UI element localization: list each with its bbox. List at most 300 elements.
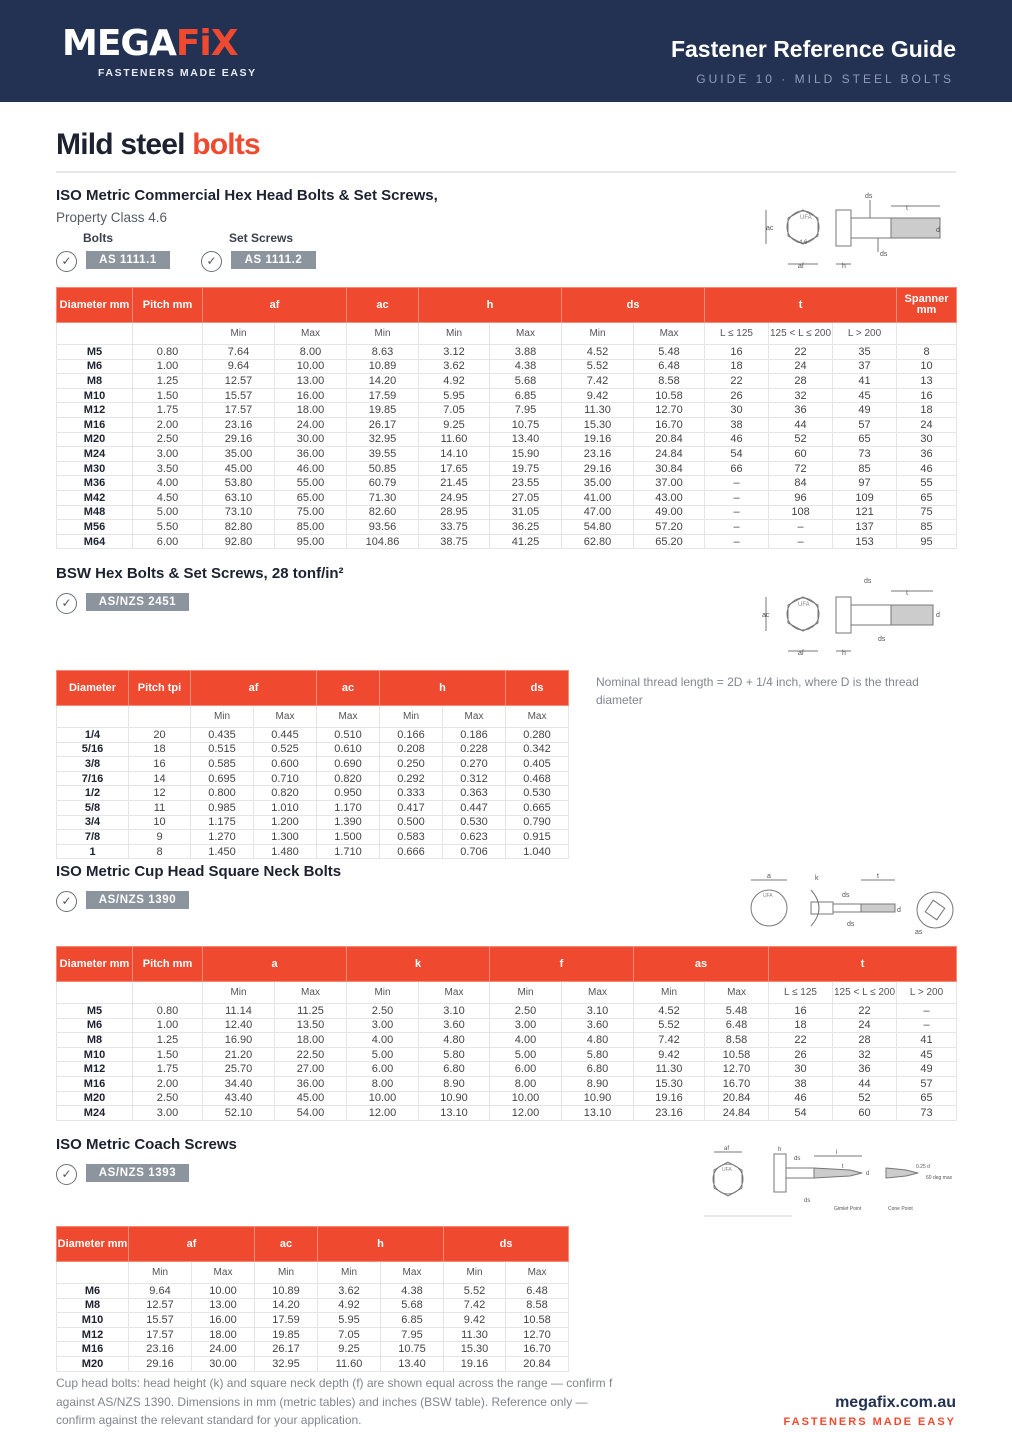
table-cell: 3/4	[57, 815, 129, 830]
table-cell: M8	[57, 1033, 133, 1048]
page-title-accent: bolts	[192, 128, 260, 161]
col-header: h	[419, 288, 562, 323]
ds-dim-label: ds	[880, 251, 888, 258]
table-cell: 5.80	[562, 1047, 634, 1062]
table-cell: 0.342	[506, 742, 569, 757]
table-cell: 55.00	[275, 476, 347, 491]
table-cell: 62.80	[562, 534, 634, 549]
table-row	[57, 844, 569, 859]
table-row	[57, 1033, 957, 1048]
table-cell: 7.64	[203, 345, 275, 360]
table-cell: 5.68	[490, 374, 562, 389]
subheader-row	[57, 706, 569, 728]
table-cell: 10.58	[705, 1047, 769, 1062]
h-dim-label: h	[778, 1147, 782, 1153]
table-cell: –	[705, 520, 769, 535]
table-cell: 97	[833, 476, 897, 491]
table-cell: 36	[769, 403, 833, 418]
megafix-logo	[62, 24, 238, 64]
table-cell: 0.228	[443, 742, 506, 757]
table-cell: 7/16	[57, 771, 129, 786]
table-cell: 65.20	[634, 534, 705, 549]
table-row	[57, 1313, 569, 1328]
table-cell: 45	[897, 1047, 957, 1062]
table-cell: 0.915	[506, 830, 569, 845]
table-cell: 20	[129, 728, 191, 743]
table-row	[57, 815, 569, 830]
table-cell: M5	[57, 345, 133, 360]
table-cell: 109	[833, 490, 897, 505]
table-cell: 10.00	[490, 1091, 562, 1106]
table-row	[57, 1062, 957, 1077]
table-cell: 3.62	[318, 1284, 381, 1299]
table-cell: 24	[897, 417, 957, 432]
coach-screws-table	[56, 1226, 569, 1372]
col-header: h	[318, 1227, 444, 1262]
table-cell: 0.510	[317, 728, 380, 743]
table-cell: 3.12	[419, 345, 490, 360]
table-cell: 10.89	[347, 359, 419, 374]
subheader-cell	[57, 1262, 129, 1284]
table-cell: 38	[705, 417, 769, 432]
table-cell: 11	[129, 800, 191, 815]
table-cell: 16	[129, 757, 191, 772]
table-cell: 11.30	[562, 403, 634, 418]
table-row	[57, 359, 957, 374]
cup-head-table-body	[57, 982, 957, 1121]
subheader-cell: Min	[318, 1262, 381, 1284]
table-cell: 18.00	[192, 1327, 255, 1342]
table-cell: 30	[769, 1062, 833, 1077]
standard-badge-coach-screws: AS/NZS 1393	[86, 1164, 189, 1182]
table-cell: 0.623	[443, 830, 506, 845]
table-cell: 2.00	[133, 417, 203, 432]
table-cell: 11.60	[318, 1356, 381, 1371]
table-row	[57, 432, 957, 447]
table-cell: 0.280	[506, 728, 569, 743]
table-cell: 10.75	[381, 1342, 444, 1357]
table-cell: 54	[705, 447, 769, 462]
table-cell: 29.16	[562, 461, 634, 476]
table-cell: 6.48	[705, 1018, 769, 1033]
table-cell: 3.00	[347, 1018, 419, 1033]
subheader-cell: L ≤ 125	[769, 982, 833, 1004]
table-cell: 13.50	[275, 1018, 347, 1033]
table-cell: 5.68	[381, 1298, 444, 1313]
table-cell: 4.00	[133, 476, 203, 491]
table-cell: 15.30	[562, 417, 634, 432]
table-cell: 47.00	[562, 505, 634, 520]
table-cell: M8	[57, 374, 133, 389]
table-row	[57, 388, 957, 403]
table-cell: M12	[57, 403, 133, 418]
table-cell: 0.583	[380, 830, 443, 845]
table-cell: 0.710	[254, 771, 317, 786]
table-row	[57, 1076, 957, 1091]
table-cell: 52	[769, 432, 833, 447]
table-cell: 45	[833, 388, 897, 403]
table-cell: 20.84	[506, 1356, 569, 1371]
cone-point-label: Cone Point	[888, 1206, 913, 1212]
table-cell: 8.63	[347, 345, 419, 360]
table-cell: 7.42	[562, 374, 634, 389]
table-cell: M16	[57, 1342, 129, 1357]
col-header: ds	[506, 671, 569, 706]
table-cell: 11.30	[444, 1327, 506, 1342]
subheader-cell: Max	[192, 1262, 255, 1284]
col-header: k	[347, 947, 490, 982]
ufa-mark: UFA	[800, 215, 812, 221]
subheader-cell: Min	[129, 1262, 192, 1284]
website-link[interactable]: megafix.com.au	[835, 1394, 956, 1411]
table-cell: 4.80	[419, 1033, 490, 1048]
table-cell: 12.70	[634, 403, 705, 418]
table-cell: 1.00	[133, 359, 203, 374]
table-cell: 24	[769, 359, 833, 374]
table-cell: 84	[769, 476, 833, 491]
subheader-cell: 125 < L ≤ 200	[833, 982, 897, 1004]
logo-fix: FiX	[175, 23, 238, 64]
table-cell: 49	[897, 1062, 957, 1077]
table-cell: 30	[897, 432, 957, 447]
table-cell: 5.48	[634, 345, 705, 360]
grade-mark: 4.6	[799, 240, 808, 246]
table-cell: 0.435	[191, 728, 254, 743]
table-cell: 1.010	[254, 800, 317, 815]
table-cell: 4.52	[634, 1004, 705, 1019]
table-cell: 4.00	[490, 1033, 562, 1048]
table-cell: 5.50	[133, 520, 203, 535]
table-cell: 19.75	[490, 461, 562, 476]
table-cell: 13.10	[419, 1106, 490, 1121]
subheader-cell	[133, 323, 203, 345]
table-cell: 46.00	[275, 461, 347, 476]
table-row	[57, 1018, 957, 1033]
table-cell: 18.00	[275, 1033, 347, 1048]
table-cell: 54	[769, 1106, 833, 1121]
table-cell: 6.00	[133, 534, 203, 549]
table-cell: M16	[57, 417, 133, 432]
table-cell: 32.95	[347, 432, 419, 447]
table-cell: 26	[769, 1047, 833, 1062]
table-cell: 35.00	[562, 476, 634, 491]
table-cell: 32	[769, 388, 833, 403]
table-cell: 30.84	[634, 461, 705, 476]
logo-tagline: FASTENERS MADE EASY	[98, 67, 257, 79]
table-cell: 41	[897, 1033, 957, 1048]
check-icon: ✓	[56, 891, 77, 912]
hex-bolt-diagram	[760, 188, 956, 272]
table-cell: 7.42	[444, 1298, 506, 1313]
table-cell: 35.00	[203, 447, 275, 462]
table-cell: 73	[897, 1106, 957, 1121]
table-cell: 15.30	[444, 1342, 506, 1357]
table-cell: 0.665	[506, 800, 569, 815]
table-cell: 2.00	[133, 1076, 203, 1091]
ds-dim-label: ds	[804, 1198, 811, 1204]
table-cell: 23.55	[490, 476, 562, 491]
subheader-cell: Max	[275, 323, 347, 345]
k-dim-label: k	[815, 875, 819, 882]
table-cell: 3.00	[133, 447, 203, 462]
table-cell: M36	[57, 476, 133, 491]
table-cell: –	[705, 534, 769, 549]
ds-dim-label: ds	[794, 1156, 801, 1162]
table-row	[57, 830, 569, 845]
table-cell: 5.95	[318, 1313, 381, 1328]
table-cell: 93.56	[347, 520, 419, 535]
table-row	[57, 374, 957, 389]
ac-dim-label: ac	[766, 225, 774, 232]
table-cell: 52.10	[203, 1106, 275, 1121]
col-header: Spanner mm	[897, 288, 957, 323]
table-cell: 11.60	[419, 432, 490, 447]
table-row	[57, 505, 957, 520]
col-header: af	[191, 671, 317, 706]
table-cell: 20.84	[705, 1091, 769, 1106]
d-dim-label: d	[897, 907, 901, 914]
table-cell: 22.50	[275, 1047, 347, 1062]
table-cell: 28.95	[419, 505, 490, 520]
table-cell: 22	[705, 374, 769, 389]
table-cell: 8	[897, 345, 957, 360]
table-cell: 1.75	[133, 403, 203, 418]
table-cell: 0.270	[443, 757, 506, 772]
table-cell: 72	[769, 461, 833, 476]
table-cell: 8.58	[634, 374, 705, 389]
table-cell: –	[769, 534, 833, 549]
table-cell: 16.70	[506, 1342, 569, 1357]
table-cell: 0.208	[380, 742, 443, 757]
table-cell: 10.00	[347, 1091, 419, 1106]
table-cell: 44	[833, 1076, 897, 1091]
table-cell: 9.64	[203, 359, 275, 374]
table-cell: 5/8	[57, 800, 129, 815]
table-cell: 38.75	[419, 534, 490, 549]
standard-badge-set-screws: AS 1111.2	[231, 251, 316, 269]
table-cell: 10.58	[634, 388, 705, 403]
table-cell: 14.20	[347, 374, 419, 389]
table-cell: 11.14	[203, 1004, 275, 1019]
table-cell: 46	[705, 432, 769, 447]
table-cell: 85.00	[275, 520, 347, 535]
table-cell: 3.00	[133, 1106, 203, 1121]
table-cell: 10.58	[506, 1313, 569, 1328]
table-cell: 71.30	[347, 490, 419, 505]
table-cell: 26.17	[255, 1342, 318, 1357]
table-cell: 52	[833, 1091, 897, 1106]
col-header: ac	[347, 288, 419, 323]
table-cell: 3.60	[562, 1018, 634, 1033]
table-cell: 6.85	[490, 388, 562, 403]
table-cell: 60	[769, 447, 833, 462]
table-cell: 0.186	[443, 728, 506, 743]
logo-mega: MEGA	[62, 23, 176, 64]
table-cell: 75.00	[275, 505, 347, 520]
subheader-cell: Min	[255, 1262, 318, 1284]
table-cell: 82.60	[347, 505, 419, 520]
table-cell: 0.695	[191, 771, 254, 786]
table-cell: 23.16	[634, 1106, 705, 1121]
table-cell: M20	[57, 1356, 129, 1371]
table-cell: 4.50	[133, 490, 203, 505]
table-cell: M10	[57, 1047, 133, 1062]
table-cell: 30	[705, 403, 769, 418]
col-header: Diameter mm	[57, 1227, 129, 1262]
table-cell: 17.59	[347, 388, 419, 403]
table-cell: 5.00	[133, 505, 203, 520]
table-row	[57, 403, 957, 418]
table-cell: 5.80	[419, 1047, 490, 1062]
table-cell: 9.42	[634, 1047, 705, 1062]
table-cell: 4.00	[347, 1033, 419, 1048]
table-cell: M8	[57, 1298, 129, 1313]
as-dim-label: as	[915, 929, 923, 936]
table-cell: 10.89	[255, 1284, 318, 1299]
table-cell: 24.00	[275, 417, 347, 432]
table-cell: 36	[897, 447, 957, 462]
table-cell: 0.820	[317, 771, 380, 786]
bsw-bolt-diagram	[760, 575, 956, 659]
table-cell: 44	[769, 417, 833, 432]
table-row	[57, 1047, 957, 1062]
table-cell: –	[705, 490, 769, 505]
table-row	[57, 1284, 569, 1299]
table-cell: 0.530	[506, 786, 569, 801]
table-cell: 8.90	[419, 1076, 490, 1091]
table-row	[57, 461, 957, 476]
table-cell: 95.00	[275, 534, 347, 549]
table-cell: 7.95	[490, 403, 562, 418]
table-cell: 0.610	[317, 742, 380, 757]
bsw-thread-note: Nominal thread length = 2D + 1/4 inch, where D is the thread diameter	[596, 675, 919, 707]
col-header: ds	[562, 288, 705, 323]
table-cell: 5.52	[634, 1018, 705, 1033]
subheader-cell: Max	[317, 706, 380, 728]
subheader-cell: Max	[381, 1262, 444, 1284]
table-cell: 5.00	[347, 1047, 419, 1062]
subheader-cell: Max	[254, 706, 317, 728]
table-cell: 14.20	[255, 1298, 318, 1313]
col-header: f	[490, 947, 634, 982]
table-cell: 7.05	[419, 403, 490, 418]
table-cell: 22	[769, 1033, 833, 1048]
table-row	[57, 728, 569, 743]
table-cell: 9.42	[444, 1313, 506, 1328]
subheader-cell: 125 < L ≤ 200	[769, 323, 833, 345]
subheader-cell: Min	[380, 706, 443, 728]
table-row	[57, 1356, 569, 1371]
table-row	[57, 771, 569, 786]
table-row	[57, 1091, 957, 1106]
col-header: ac	[317, 671, 380, 706]
table-cell: 38	[769, 1076, 833, 1091]
table-cell: 108	[769, 505, 833, 520]
table-cell: 50.85	[347, 461, 419, 476]
table-cell: 3.62	[419, 359, 490, 374]
standard-badge-cup-head: AS/NZS 1390	[86, 891, 189, 909]
ds-dim-label: ds	[864, 578, 872, 585]
table-cell: 0.585	[191, 757, 254, 772]
table-cell: 0.417	[380, 800, 443, 815]
table-cell: 36.00	[275, 1076, 347, 1091]
subheader-cell	[57, 982, 133, 1004]
subheader-row	[57, 323, 957, 345]
table-cell: 18	[897, 403, 957, 418]
table-cell: 5/16	[57, 742, 129, 757]
subheader-cell: Max	[275, 982, 347, 1004]
table-cell: 7.05	[318, 1327, 381, 1342]
section-bsw-title: BSW Hex Bolts & Set Screws, 28 tonf/in²	[56, 565, 344, 582]
table-cell: M64	[57, 534, 133, 549]
table-cell: 2.50	[490, 1004, 562, 1019]
set-screws-label: Set Screws	[229, 231, 294, 245]
subheader-row	[57, 1262, 569, 1284]
table-cell: M20	[57, 432, 133, 447]
t-dim-label: t	[906, 205, 908, 212]
table-row	[57, 757, 569, 772]
table-cell: 10.00	[192, 1284, 255, 1299]
table-cell: 2.50	[133, 432, 203, 447]
subheader-cell	[897, 323, 957, 345]
subheader-cell: Min	[634, 982, 705, 1004]
table-cell: 12.40	[203, 1018, 275, 1033]
table-cell: 3.10	[419, 1004, 490, 1019]
title-divider	[56, 171, 956, 173]
table-cell: 82.80	[203, 520, 275, 535]
col-header: Diameter mm	[57, 288, 133, 323]
table-cell: 33.75	[419, 520, 490, 535]
table-cell: 1.200	[254, 815, 317, 830]
table-cell: 19.85	[347, 403, 419, 418]
table-cell: 1/2	[57, 786, 129, 801]
table-cell: 19.16	[634, 1091, 705, 1106]
guide-subtitle: GUIDE 10 · MILD STEEL BOLTS	[696, 72, 954, 86]
table-cell: 49	[833, 403, 897, 418]
table-cell: M5	[57, 1004, 133, 1019]
table-cell: –	[897, 1004, 957, 1019]
table-cell: 15.30	[634, 1076, 705, 1091]
table-cell: 12.70	[506, 1327, 569, 1342]
table-cell: 15.57	[203, 388, 275, 403]
table-cell: 10	[897, 359, 957, 374]
table-cell: –	[769, 520, 833, 535]
col-header: af	[203, 288, 347, 323]
table-cell: 5.52	[562, 359, 634, 374]
table-cell: 6.85	[381, 1313, 444, 1328]
ufa-mark: UFA	[798, 602, 810, 608]
table-cell: 85	[833, 461, 897, 476]
table-cell: 121	[833, 505, 897, 520]
cup-head-table	[56, 946, 957, 1121]
table-cell: 22	[769, 345, 833, 360]
subheader-cell	[57, 323, 133, 345]
subheader-cell: Min	[419, 323, 490, 345]
ds-dim-label: ds	[878, 636, 886, 643]
section-coach-screws-title: ISO Metric Coach Screws	[56, 1136, 237, 1153]
table-cell: 5.48	[705, 1004, 769, 1019]
table-cell: 137	[833, 520, 897, 535]
hex-bolts-table-body	[57, 323, 957, 549]
af-dim-label: af	[798, 650, 804, 657]
table-cell: 23.16	[203, 417, 275, 432]
subheader-cell: Min	[203, 982, 275, 1004]
table-cell: 65.00	[275, 490, 347, 505]
table-cell: 16.70	[705, 1076, 769, 1091]
section-hex-bolts-subtitle: Property Class 4.6	[56, 210, 168, 225]
table-cell: 12.70	[705, 1062, 769, 1077]
table-row	[57, 476, 957, 491]
